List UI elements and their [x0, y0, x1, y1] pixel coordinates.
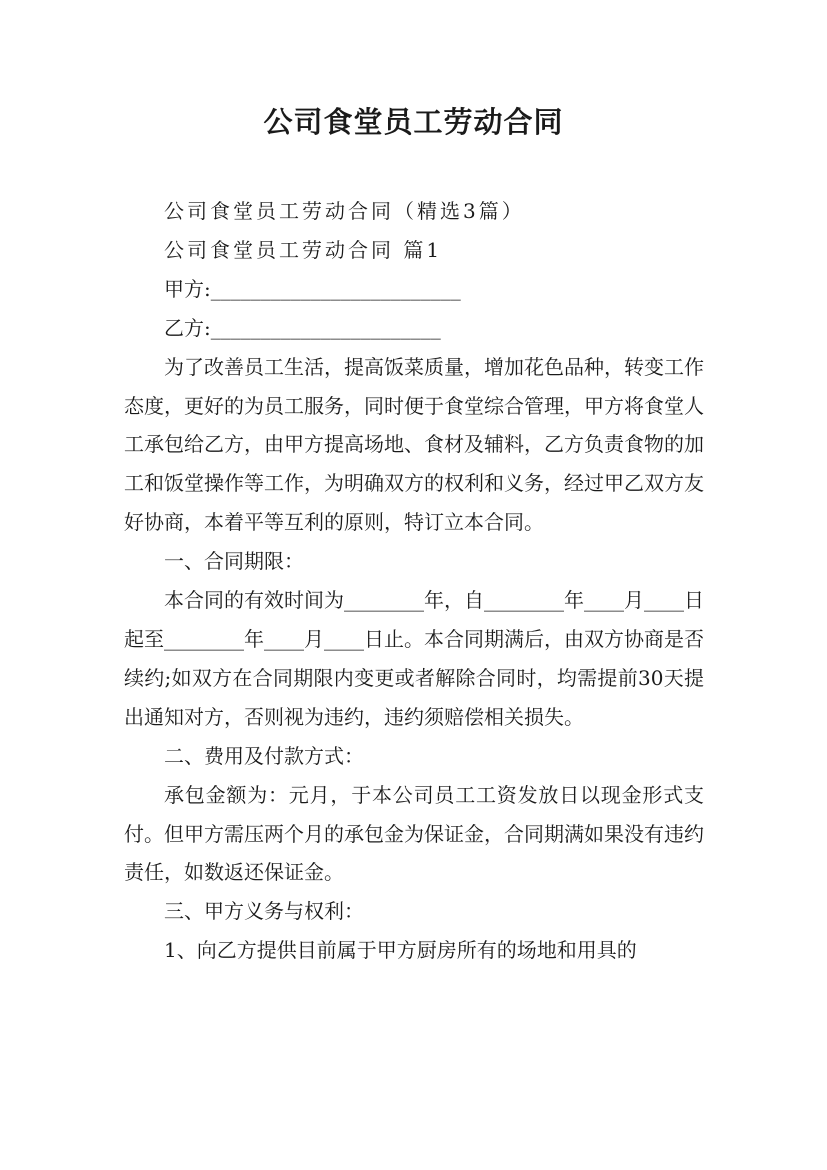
intro-paragraph: 为了改善员工生活，提高饭菜质量，增加花色品种，转变工作态度，更好的为员工服务，同时便于食堂综合管理，甲方将食堂人工承包给乙方，由甲方提高场地、食材及辅料，乙方负责食物的加工和饭堂操作等工作，为明确双方的权利和义务，经过甲乙双方友好协商，本着平等互利的原则，特订立本合同。 [124, 354, 704, 535]
clause-heading-fees: 二、费用及付款方式： [164, 743, 364, 768]
party-a-obligation-1: 1、向乙方提供目前属于甲方厨房所有的场地和用具的 [164, 938, 637, 963]
document-body [124, 192, 704, 970]
party-a-line: 甲方:_________________________ [164, 276, 461, 301]
section-heading-part1: 公司食堂员工劳动合同 篇1 [164, 237, 443, 262]
clause-heading-party-a: 三、甲方义务与权利： [164, 899, 364, 924]
party-b-line: 乙方:_______________________ [164, 315, 441, 340]
document-title: 公司食堂员工劳动合同 [263, 105, 564, 139]
clause-heading-term: 一、合同期限： [164, 549, 304, 574]
subtitle-paragraph: 公司食堂员工劳动合同（精选3篇） [164, 199, 525, 223]
term-paragraph: 本合同的有效时间为________年，自________年____月____日起至________年____月____日止。本合同期满后，由双方协商是否续约;如双方在合同期限内变更或者解除合同时，均需提前30天提出通知对方，否则视为违约，违约须赔偿相关损失。 [124, 588, 704, 729]
fees-paragraph: 承包金额为：元月，于本公司员工工资发放日以现金形式支付。但甲方需压两个月的承包金为保证金，合同期满如果没有违约责任，如数返还保证金。 [124, 782, 704, 885]
